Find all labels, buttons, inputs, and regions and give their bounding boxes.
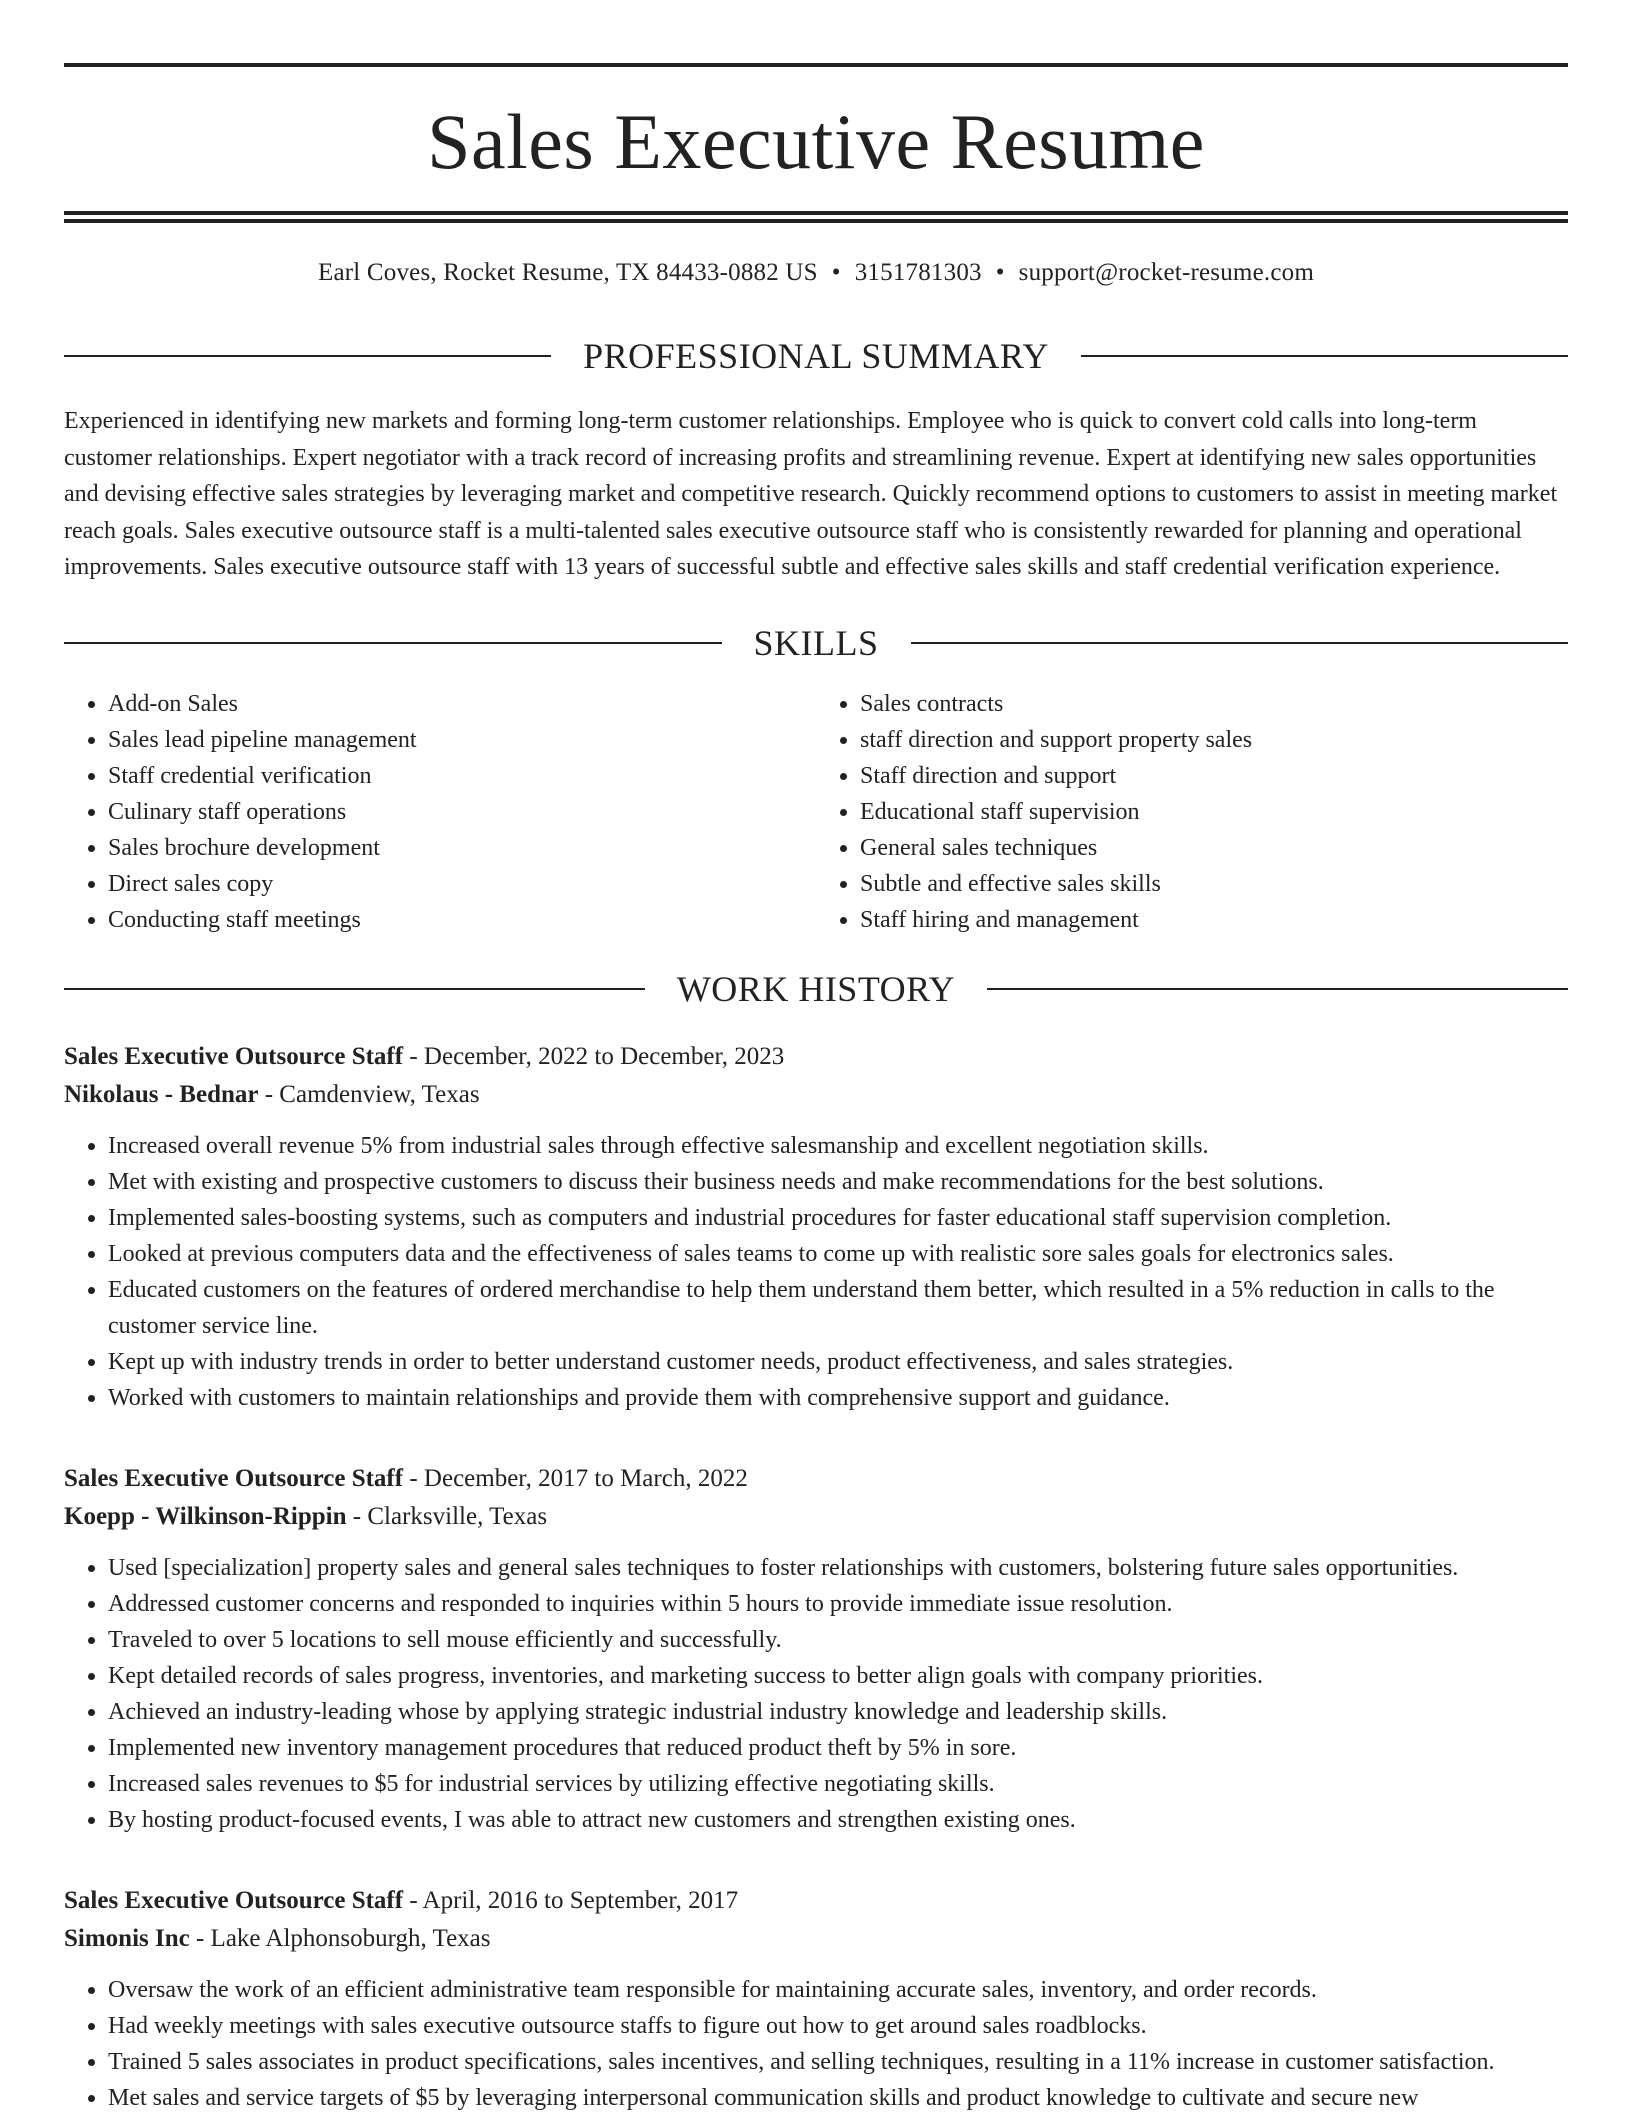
- contact-email: support@rocket-resume.com: [1018, 259, 1314, 286]
- skill-item: • Subtle and effective sales skills: [860, 866, 1568, 902]
- contact-line: [64, 259, 1568, 287]
- job-bullet: • Worked with customers to maintain relationships and provide them with comprehensive support and guidance.: [108, 1380, 1568, 1416]
- job-role: Sales Executive Outsource Staff: [64, 1886, 404, 1914]
- skill-item: • Staff hiring and management: [860, 902, 1568, 938]
- job-bullet: • Met sales and service targets of $5 by leveraging interpersonal communication skills and product knowledge to cultivate and secure new: [108, 2080, 1568, 2112]
- heading-rule-left: [64, 642, 722, 644]
- job-dates: - December, 2022 to December, 2023: [403, 1042, 785, 1070]
- job-dates: - April, 2016 to September, 2017: [403, 1886, 739, 1914]
- work-history-list: [64, 1038, 1568, 2112]
- skill-item: • Staff direction and support: [860, 758, 1568, 794]
- summary-heading-label: PROFESSIONAL SUMMARY: [583, 336, 1049, 376]
- contact-address: Earl Coves, Rocket Resume, TX 84433-0882 US: [318, 259, 818, 286]
- contact-separator: •: [995, 259, 1005, 286]
- skill-item: • Educational staff supervision: [860, 794, 1568, 830]
- skill-item: • staff direction and support property sales: [860, 722, 1568, 758]
- skill-item: • Staff credential verification: [108, 758, 816, 794]
- skill-item: • Conducting staff meetings: [108, 902, 816, 938]
- summary-text: Experienced in identifying new markets and forming long-term customer relationships. Employee who is quick to convert cold calls into long-term customer relationships. Expert negotiator with a track record of increasing profits and streamlining revenue. Expert at identifying new sales opportunities and devising effective sales strategies by leveraging market and competitive research. Quickly recommend options to customers to assist in meeting market reach goals. Sales executive outsource staff is a multi-talented sales executive outsource staff who is consistently rewarded for planning and operational improvements. Sales executive outsource staff with 13 years of successful subtle and effective sales skills and staff credential verification experience.: [64, 408, 1558, 580]
- skill-item: • Sales contracts: [860, 686, 1568, 722]
- job-bullet: • Educated customers on the features of ordered merchandise to help them understand them better, which resulted in a 5% reduction in calls to the customer service line.: [108, 1272, 1568, 1344]
- job-entry: [64, 1882, 1568, 2112]
- job-bullet: • Addressed customer concerns and responded to inquiries within 5 hours to provide immediate issue resolution.: [108, 1586, 1568, 1622]
- skill-item: • General sales techniques: [860, 830, 1568, 866]
- job-location: - Lake Alphonsoburgh, Texas: [189, 1924, 491, 1952]
- heading-rule-right: [987, 988, 1568, 990]
- job-bullet: • Used [specialization] property sales and general sales techniques to foster relationships with customers, bolstering future sales opportunities.: [108, 1550, 1568, 1586]
- job-bullets: [64, 1972, 1568, 2112]
- heading-rule-left: [64, 988, 645, 990]
- job-bullet: • Achieved an industry-leading whose by applying strategic industrial industry knowledge and leadership skills.: [108, 1694, 1568, 1730]
- job-bullet: • Traveled to over 5 locations to sell mouse efficiently and successfully.: [108, 1622, 1568, 1658]
- job-title-line: [64, 1460, 1568, 1498]
- skills-section-heading: [64, 622, 1568, 664]
- job-entry: [64, 1460, 1568, 1838]
- job-company-line: [64, 1076, 1568, 1114]
- job-dates: - December, 2017 to March, 2022: [403, 1464, 748, 1492]
- job-title-line: [64, 1038, 1568, 1076]
- job-entry: [64, 1038, 1568, 1416]
- job-title-line: [64, 1882, 1568, 1920]
- resume-title: Sales Executive Resume: [427, 98, 1205, 185]
- skills-heading-label: SKILLS: [753, 622, 879, 663]
- job-company-line: [64, 1498, 1568, 1536]
- top-rule: [64, 63, 1568, 67]
- job-company-line: [64, 1920, 1568, 1958]
- skill-item: • Sales lead pipeline management: [108, 722, 816, 758]
- job-role: Sales Executive Outsource Staff: [64, 1464, 404, 1492]
- heading-rule-left: [64, 355, 551, 357]
- heading-rule-right: [911, 642, 1569, 644]
- job-bullets: [64, 1128, 1568, 1416]
- job-company: Nikolaus - Bednar: [64, 1080, 259, 1108]
- work-section-heading: [64, 968, 1568, 1010]
- skill-item: • Culinary staff operations: [108, 794, 816, 830]
- skills-column-left: [64, 686, 816, 938]
- summary-section-heading: [64, 335, 1568, 377]
- job-role: Sales Executive Outsource Staff: [64, 1042, 404, 1070]
- contact-phone: 3151781303: [854, 259, 982, 286]
- job-bullet: • By hosting product-focused events, I was able to attract new customers and strengthen existing ones.: [108, 1802, 1568, 1838]
- job-bullet: • Kept up with industry trends in order to better understand customer needs, product effectiveness, and sales strategies.: [108, 1344, 1568, 1380]
- skill-item: • Sales brochure development: [108, 830, 816, 866]
- job-bullet: • Increased sales revenues to $5 for industrial services by utilizing effective negotiating skills.: [108, 1766, 1568, 1802]
- job-bullet: • Oversaw the work of an efficient administrative team responsible for maintaining accurate sales, inventory, and order records.: [108, 1972, 1568, 2008]
- job-bullet: • Kept detailed records of sales progress, inventories, and marketing success to better align goals with company priorities.: [108, 1658, 1568, 1694]
- job-bullet: • Implemented sales-boosting systems, such as computers and industrial procedures for faster educational staff supervision completion.: [108, 1200, 1568, 1236]
- skill-item: • Add-on Sales: [108, 686, 816, 722]
- job-bullet: • Met with existing and prospective customers to discuss their business needs and make recommendations for the best solutions.: [108, 1164, 1568, 1200]
- job-company: Simonis Inc: [64, 1924, 190, 1952]
- contact-separator: •: [831, 259, 841, 286]
- title-double-rule: [64, 211, 1568, 223]
- job-company: Koepp - Wilkinson-Rippin: [64, 1502, 347, 1530]
- skill-item: • Direct sales copy: [108, 866, 816, 902]
- skills-column-right: [816, 686, 1568, 938]
- skills-list: [64, 686, 1568, 938]
- heading-rule-right: [1081, 355, 1568, 357]
- job-bullet: • Had weekly meetings with sales executive outsource staffs to figure out how to get around sales roadblocks.: [108, 2008, 1568, 2044]
- job-bullets: [64, 1550, 1568, 1838]
- work-heading-label: WORK HISTORY: [676, 968, 956, 1009]
- job-location: - Clarksville, Texas: [346, 1502, 548, 1530]
- job-bullet: • Increased overall revenue 5% from industrial sales through effective salesmanship and excellent negotiation skills.: [108, 1128, 1568, 1164]
- job-bullet: • Implemented new inventory management procedures that reduced product theft by 5% in sore.: [108, 1730, 1568, 1766]
- job-bullet: • Trained 5 sales associates in product specifications, sales incentives, and selling techniques, resulting in a 11% increase in customer satisfaction.: [108, 2044, 1568, 2080]
- job-location: - Camdenview, Texas: [258, 1080, 480, 1108]
- job-bullet: • Looked at previous computers data and the effectiveness of sales teams to come up with realistic sore sales goals for electronics sales.: [108, 1236, 1568, 1272]
